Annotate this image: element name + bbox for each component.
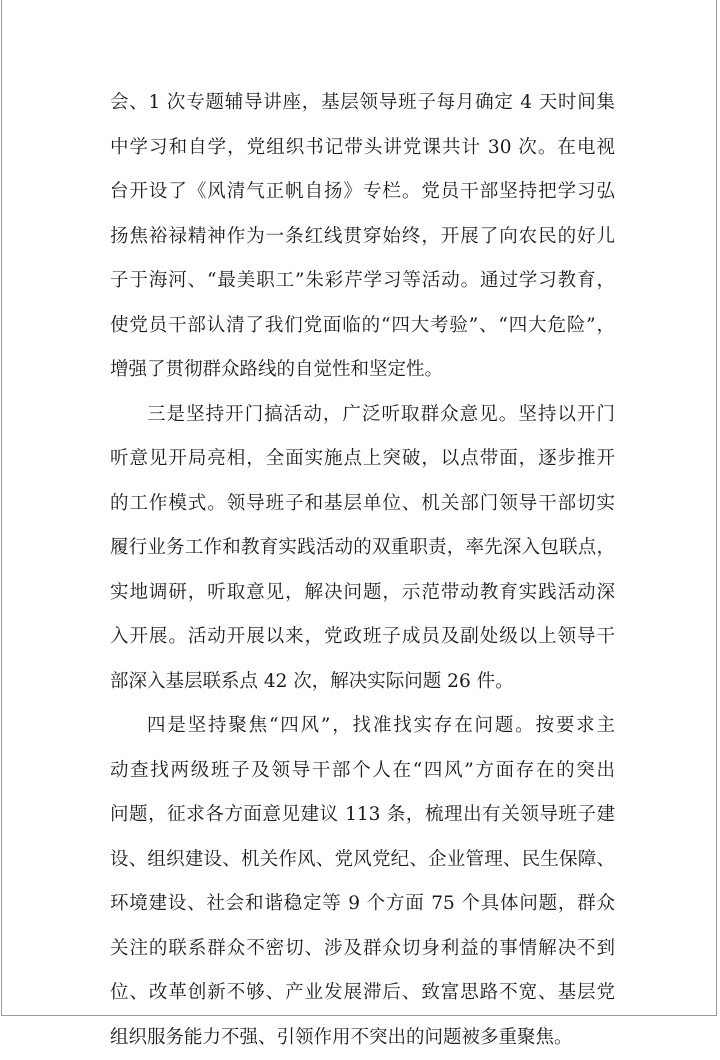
- text-line: 问题，征求各方面意见建议 113 条，梳理出有关领导班子建: [110, 793, 615, 838]
- text-line: 台开设了《风清气正帆自扬》专栏。党员干部坚持把学习弘: [110, 170, 615, 215]
- text-line: 环境建设、社会和谐稳定等 9 个方面 75 个具体问题，群众: [110, 882, 615, 927]
- text-line: 组织服务能力不强、引领作用不突出的问题被多重聚焦。: [110, 1016, 615, 1060]
- text-line: 增强了贯彻群众路线的自觉性和坚定性。: [110, 348, 615, 393]
- text-line: 四是坚持聚焦“四风”，找准找实存在问题。按要求主: [110, 704, 615, 749]
- text-line: 设、组织建设、机关作风、党风党纪、企业管理、民生保障、: [110, 838, 615, 883]
- text-line: 会、1 次专题辅导讲座，基层领导班子每月确定 4 天时间集: [110, 81, 615, 126]
- paragraph-1: [110, 81, 615, 393]
- text-line: 听意见开局亮相，全面实施点上突破，以点带面，逐步推开: [110, 437, 615, 482]
- text-line: 位、改革创新不够、产业发展滞后、致富思路不宽、基层党: [110, 971, 615, 1016]
- text-line: 部深入基层联系点 42 次，解决实际问题 26 件。: [110, 660, 615, 705]
- paragraph-3: [110, 704, 615, 1060]
- document-body: [110, 81, 615, 1060]
- text-line: 扬焦裕禄精神作为一条红线贯穿始终，开展了向农民的好儿: [110, 215, 615, 260]
- text-line: 中学习和自学，党组织书记带头讲党课共计 30 次。在电视: [110, 126, 615, 171]
- text-line: 入开展。活动开展以来，党政班子成员及副处级以上领导干: [110, 615, 615, 660]
- text-line: 实地调研，听取意见，解决问题，示范带动教育实践活动深: [110, 571, 615, 616]
- text-line: 子于海河、“最美职工”朱彩芹学习等活动。通过学习教育，: [110, 259, 615, 304]
- text-line: 履行业务工作和教育实践活动的双重职责，率先深入包联点，: [110, 526, 615, 571]
- text-line: 的工作模式。领导班子和基层单位、机关部门领导干部切实: [110, 482, 615, 527]
- text-line: 三是坚持开门搞活动，广泛听取群众意见。坚持以开门: [110, 393, 615, 438]
- text-line: 使党员干部认清了我们党面临的“四大考验”、“四大危险”，: [110, 304, 615, 349]
- paragraph-2: [110, 393, 615, 705]
- document-page: [1, 0, 717, 1016]
- text-line: 关注的联系群众不密切、涉及群众切身利益的事情解决不到: [110, 927, 615, 972]
- text-line: 动查找两级班子及领导干部个人在“四风”方面存在的突出: [110, 749, 615, 794]
